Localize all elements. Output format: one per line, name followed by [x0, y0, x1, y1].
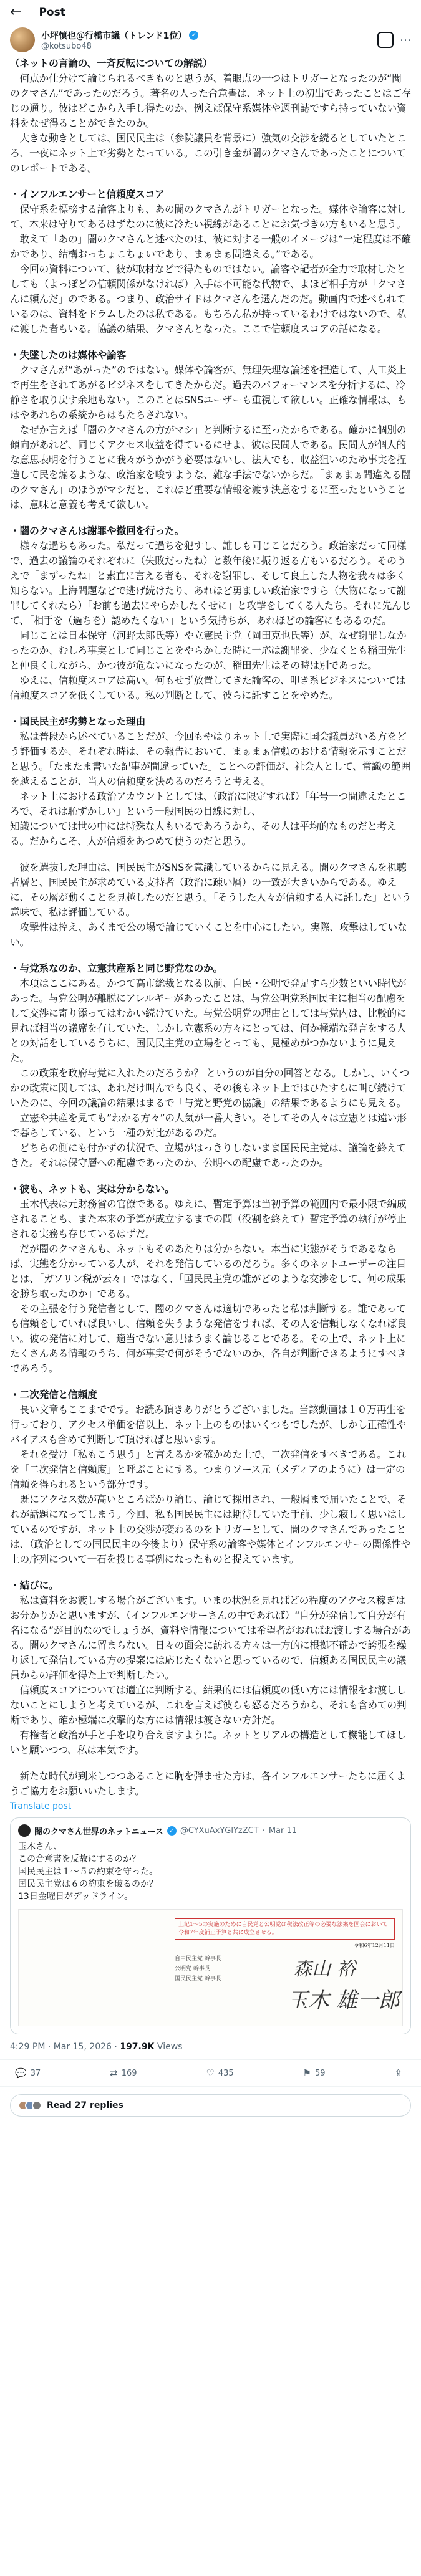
signature-2: 玉木 雄一郎: [287, 1988, 400, 2013]
view-count: 197.9K: [120, 2042, 155, 2052]
post-paragraph: ・インフルエンサーと信頼度スコア: [10, 188, 165, 200]
verified-badge-icon: ✓: [189, 31, 198, 40]
doc-signatory-row: 国民民主党 幹事長: [175, 1976, 221, 1982]
doc-signatory-row: 公明党 幹事長: [175, 1966, 210, 1972]
post-paragraph: ・与党系なのか、立憲共産系と同じ野党なのか。: [10, 962, 223, 974]
post-paragraph: 玉木代表は元財務省の官僚である。ゆえに、暫定予算は当初予算の範囲内で最小限で編成されることも、また本来の予算が成立するまでの間（役割を終えて）暫定予算の執行が停止される実務も存じているはずだ。: [10, 1198, 407, 1240]
post-paragraph: 彼を選抜した理由は、国民民主がSNSを意識しているからに見える。闇のクマさんを視聴者層と、国民民主が求めている支持者（政治に疎い層）の一致が大きいからである。ゆえに、その層が動くことを見越したのだと思う。「そうした人々が信頼する人に託した」という意味で、私は評価している。: [10, 861, 411, 918]
repost-button[interactable]: [110, 2067, 137, 2079]
action-count: 37: [30, 2068, 41, 2078]
post-paragraph: この政策を政府与党に入れたのだろうか？ というのが自分の回答となる。しかし、いくつかの政策に関しては、あれだけ叫んでも良く、その後もネット上ではひたすらに叫び続けていたのに、今回の議論の結果はまるで「与党と野党の協議」の結果であるようにも見える。: [10, 1067, 410, 1109]
post-paragraph: ・闇のクマさんは謝罪や撤回を行った。: [10, 525, 184, 537]
post-paragraph: 私は普段から述べていることだが、今回もやはりネット上で実際に国会議員がいる方をどう評価するか、それぞれ時は、その報告において、まぁまぁ信頼のおける情報を示すことだと思う。「たまたま書いた記事が間違っていた」ことへの評価が、社会人として、常識の範囲を越えることが、当人の信頼度を決めるのだろうと考える。: [10, 730, 411, 787]
post-paragraph: その主張を行う発信者として、闇のクマさんは適切であったと私は判断する。誰であっても信頼をしていれば良いし、信頼を失うような発信をすれば、その人を信頼しなくなれば良い。彼の発信に対して、適当でない意見はうまく論じることである。その上で、ネット上にたくさんある情報のうち、何が事実で何がそうでないのか、各自が判断できるようにすべきであろう。: [10, 1303, 407, 1374]
post-paragraph: 敢えて「あの」闇のクマさんと述べたのは、彼に対する一般のイメージは“一定程度は不確かであり、結構おっちょこちょいであり、まぁまぁ問違える。”である。: [10, 233, 411, 260]
post-paragraph: ・彼も、ネットも、実は分からない。: [10, 1183, 175, 1195]
author-handle[interactable]: @kotsubo48: [41, 41, 92, 51]
signature-1: 森山 裕: [293, 1958, 356, 1980]
doc-signatories: [175, 1954, 395, 1984]
paragraph-spacer: [10, 703, 411, 714]
post-paragraph: ・失墜したのは媒体や論客: [10, 349, 126, 361]
post-paragraph: 同じことは日本保守（河野太郎氏等）や立憲民主党（岡田克也氏等）が、なぜ謝罪しなかったのか、むしろ事実として同じことをやらかした時に一応は謝罪を、少なくとも稲田先生と仲良くしながら、かつ彼が危ないになったのが、稲田先生はその時は別であった。: [10, 630, 407, 671]
author-info: [41, 29, 371, 51]
bookmark-button[interactable]: [303, 2067, 326, 2079]
quote-separator: ·: [262, 1826, 265, 1836]
quote-handle: @CYXuAxYGlYzZCT: [180, 1826, 259, 1836]
avatar[interactable]: [10, 27, 35, 52]
read-replies-button[interactable]: [10, 2094, 411, 2117]
post-paragraph: それを受け「私もこう思う」と言えるかを確かめた上で、二次発信をすべきである。これを「二次発信と信頼度」と呼ぶことにする。つまりソース元（メディアのように）は一定の信頼を得られるという部分です。: [10, 1448, 406, 1490]
post-body: [0, 56, 421, 1799]
post-paragraph: 保守系を標榜する論客よりも、あの闇のクマさんがトリガーとなった。媒体や論客に対して、本来は守りてあるはずなのに彼に冷たい視線があることにお気づきの方もいると思う。: [10, 203, 407, 230]
post-paragraph: ・二次発信と信頼度: [10, 1389, 97, 1401]
post-paragraph: クマさんが“あがった”のではない。媒体や論客が、無理矢理な論述を捏造して、人工炎上で再生をされてあがるビジネスをしてきたからだ。過去のパフォーマンスを分析するに、冷静さを取り戻す余地もない。このことはSNSユーザーも重視して欲しい。正確な情報は、もはやあれらの系統からはもたらされない。: [10, 364, 407, 421]
quote-date: Mar 11: [268, 1826, 298, 1836]
repost-icon: ⇄: [110, 2067, 118, 2079]
like-button[interactable]: [206, 2067, 233, 2079]
more-dots-icon[interactable]: ⋯: [400, 33, 411, 47]
action-count: 169: [121, 2068, 137, 2078]
post-paragraph: どちらの側にも付かずの状況で、立場がはっきりしないまま国民民主党は、議論を終えてきた。それは保守層への配慮であったのか、公明への配慮であったのか。: [10, 1142, 407, 1169]
quote-author-name: 闇のクマさん世界のネットニュース: [34, 1827, 163, 1837]
doc-clause: 上記1〜5の実施のために自民党と公明党は税法改正等の必要な法案を国会において令和7年度補正予算と共に成立させる。: [175, 1918, 395, 1940]
post-paragraph: 新たな時代が到来しつつあることに胸を弾ませた方は、各インフルエンサーたちに届くようご協力をお願いいたします。: [10, 1770, 406, 1797]
post-paragraph: ネット上における政治アカウントとしては、（政治に限定すれば）「年号一つ間違えたところで、それは恥ずかしい」という一般国民の目線に対し、: [10, 790, 406, 817]
post-paragraph: 今回の資料について、彼が取材などで得たものではない。論客や記者が全力で取材したとしても（よっぽどの信頼関係がなければ）入手は不可能な代物で、よほど相手方が「クマさんに頼んだ」のである。つまり、政治サイドはクマさんを選んだのだ。動画内で述べられているのは、資料をドラムしたのは私である。もちろん私が持っているわけではないので、私に渡した者もいる。協議の結果、クマさんとなった。ここで信頼度スコアの話になる。: [10, 263, 407, 335]
arrow-left-icon[interactable]: ←: [10, 4, 22, 20]
post-paragraph: 攻撃性は控え、あくまで公の場で論じていくことを中心にしたい。実際、攻撃はしていない。: [10, 921, 407, 948]
post-paragraph: 有権者と政治が手と手を取り合えますように。ネットとリアルの構造として機能してほしいと願いつつ、私は本気です。: [10, 1729, 406, 1756]
post-paragraph: 本項はここにある。かつて高市総裁となる以前、自民・公明で発足すら少数といい時代があった。与党公明が離脱にアレルギーがあったことは、与党公明党系国民主に相当の配慮をして交渉に寄り添ってはむかい続けていた。与党公明党の理由としては与党内は、比較的に見れば相当の議席を有していた、しかし立憲系の方々にとっては、何か極端な発言をする人との対話をしているうちに、国民民主党の立場をとっても、見極めがつかないように見えた。: [10, 977, 407, 1064]
bookmark-icon: ⚑: [302, 2067, 311, 2079]
post-paragraph: ・結びに。: [10, 1579, 59, 1591]
post-meta: [0, 2034, 421, 2060]
post-paragraph: 何点か仕分けて論じられるべきものと思うが、着眼点の一つはトリガーとなったのが“闇のクマさん”であったのだろう。著名の人った合意書は、ネット上の初出であったことはご存じの通り。彼はどこから入手し得たのか、例えば保守系媒体や週刊誌ですら持っていない資料をなぜ得ることができたのか。: [10, 72, 411, 129]
post-paragraph: ・国民民主が劣勢となった理由: [10, 716, 145, 727]
translate-link[interactable]: Translate post: [10, 1801, 72, 1811]
page-title: Post: [39, 6, 65, 19]
post-paragraph: 長い文章もここまでです。お読み頂きありがとうございました。当該動画は１０万再生を行っており、アクセス単価を倍以上、ネット上のものはいくつもでしたが、しかし正確性やバイアスも含めて判断して頂ければと思います。: [10, 1404, 406, 1445]
top-bar: [0, 0, 421, 25]
share-icon: ⇪: [394, 2067, 402, 2079]
post-time: 4:29 PM · Mar 15, 2026: [10, 2042, 112, 2052]
like-icon: ♡: [206, 2067, 215, 2079]
post-paragraph: （ネットの言論の、一斉反転についての解説）: [10, 57, 213, 69]
post-paragraph: 立憲や共産を見ても”わかる方々”の人気が一番大きい。そしてその人々は立憲とは遠い形で暮らしている、という一種の対比があるのだ。: [10, 1112, 407, 1139]
author-name[interactable]: 小坪慎也＠行橋市議（トレンド1位）: [41, 31, 187, 41]
paragraph-spacer: [10, 1376, 411, 1387]
post-paragraph: 私は資料をお渡しする場合がございます。いまの状況を見ればどの程度のアクセス稼ぎはお分かりかと思いますが、（インフルエンサーさんの中であれば）“自分が発信して自分が有名になる”が目的なのでしょうが、資料や情報については希望者がおればお渡しする場合がある。闇のクマさんに留まらない。日々の面会に訪れる方々は一方的に根拠不確かで誇張を繰り返して発信している方の提案には応じたくないと思っているので、信頼ある国民民主の議員からの評価を得た上で判断したい。: [10, 1594, 411, 1681]
action-count: 59: [315, 2068, 326, 2078]
action-count: 435: [218, 2068, 234, 2078]
paragraph-spacer: [10, 950, 411, 961]
post-paragraph: 知識については世の中には特殊な人もいるであろうから、その人は平均的なものだと考える。だからこそ、人が信頼をあつめて使うのだと思う。: [10, 820, 397, 847]
reply-icon: 💬: [15, 2067, 27, 2079]
doc-signatory-row: 自由民主党 幹事長: [175, 1956, 221, 1962]
paragraph-spacer: [10, 849, 411, 860]
quote-avatar: [18, 1824, 31, 1837]
paragraph-spacer: [10, 1171, 411, 1182]
quoted-post[interactable]: [10, 1817, 411, 2034]
post-author: [0, 25, 421, 56]
paragraph-spacer: [10, 337, 411, 348]
post-paragraph: 信頼度スコアについては適宜に判断する。結果的には信頼度の低い方には情報をお渡ししないことにしようと考えているが、これを言えば彼らも怒るだろうから、それも含めての判断であり、確か極端に攻撃的な方には情報は渡さない方針だ。: [10, 1684, 407, 1726]
post-paragraph: なぜか言えば「闇のクマさんの方がマシ」と判断するに至ったからである。確かに個別の傾向があれど、同じくアクセス収益を得ているにせよ、彼は民間人である。民間人が個人的な意思表明を行うことに我々がうかがう必要はないし、法人でも、収益狙いのため事実を捏造して民を煽るような、政治家を唆すような、雑な手法でないからだ。「まぁまぁ間違える闇のクマさん」のほうがマシだと、これほど重要な情報を渡す決意をするに至ったということは、意味と意義も考えて欲しい。: [10, 424, 411, 510]
quote-text: 玉木さん、 この合意書を反故にするのか？ 国民民主は１〜５の約束を守った。 国民民主党は６の約束を破るのか？ 13日金曜日がデッドライン。: [18, 1842, 158, 1902]
doc-date: 令和6年12月11日: [354, 1943, 395, 1948]
paragraph-spacer: [10, 1567, 411, 1578]
verified-badge-icon: ✓: [167, 1826, 177, 1836]
quote-document-image[interactable]: [18, 1909, 403, 2026]
grok-icon[interactable]: [377, 32, 394, 48]
post-paragraph: 既にアクセス数が高いところばかり論じ、論じて採用され、一般層まで届いたことで、それが話題になってしまう。今回、私も国民民主には期待していた手前、少し寂しく思いはしているのですが、ネット上の交渉が変わるのをトリガーとして、闇のクマさんであったことは、（政治としての国民民主の今後より）保守系の論客や媒体とインフルエンサーの関係性や上の序列について一石を投じる事例になったものと捉えています。: [10, 1493, 411, 1565]
paragraph-spacer: [10, 1758, 411, 1769]
post-paragraph: 様々な過ちもあった。私だって過ちを犯すし、誰しも同じことだろう。政治家だって同様で、過去の議論のそれぞれに（失敗だったね）と数年後に振り返る方もいるだろう。そのうえで「まずったね」と素直に言える者も、それを謝罪し、そして良上した人物を我々は多く知らない。上海問題などで逃げ続けたり、あれほど勇ましい政治家ですら（大物になって謝罪してくれたら）「お前も過去にやらかしたくせに」と攻撃をしてくる人たち。それに先んじて、「相手を（過ちを）認めたくない」という気持ちが、あれほどの論客にもあるのだ。: [10, 540, 411, 626]
paragraph-spacer: [10, 512, 411, 524]
meta-separator: ·: [114, 2042, 117, 2052]
post-paragraph: 大きな動きとしては、国民民主は（参院議員を背景に）強気の交渉を続るとしていたところ、一夜にネット上で劣勢となっている。この引き金が闇のクマさんであったことについてのレポートである。: [10, 132, 407, 174]
share-button[interactable]: [394, 2067, 406, 2079]
post-paragraph: だが闇のクマさんも、ネットもそのあたりは分からない。本当に実態がそうであるならば、実態を分かっている人が、それを発信しているのだろう。多くのネットユーザーの注目とは、「ガソリン税が云々」ではなく、「国民民主党の誰がどのような交渉をして、何の成果を勝ち取ったのか」である。: [10, 1243, 406, 1300]
reply-avatars: [18, 2100, 42, 2110]
paragraph-spacer: [10, 176, 411, 187]
reply-button[interactable]: [15, 2067, 41, 2079]
views-label: Views: [157, 2042, 183, 2052]
post-paragraph: ゆえに、信頼度スコアは高い。何もせず放置してきた論客の、叩き系ビジネスについては信頼度スコアを低くしている。私の判断として、彼らに託すことをやめた。: [10, 674, 405, 701]
read-replies-label: Read 27 replies: [47, 2100, 123, 2110]
action-bar: [0, 2060, 421, 2087]
